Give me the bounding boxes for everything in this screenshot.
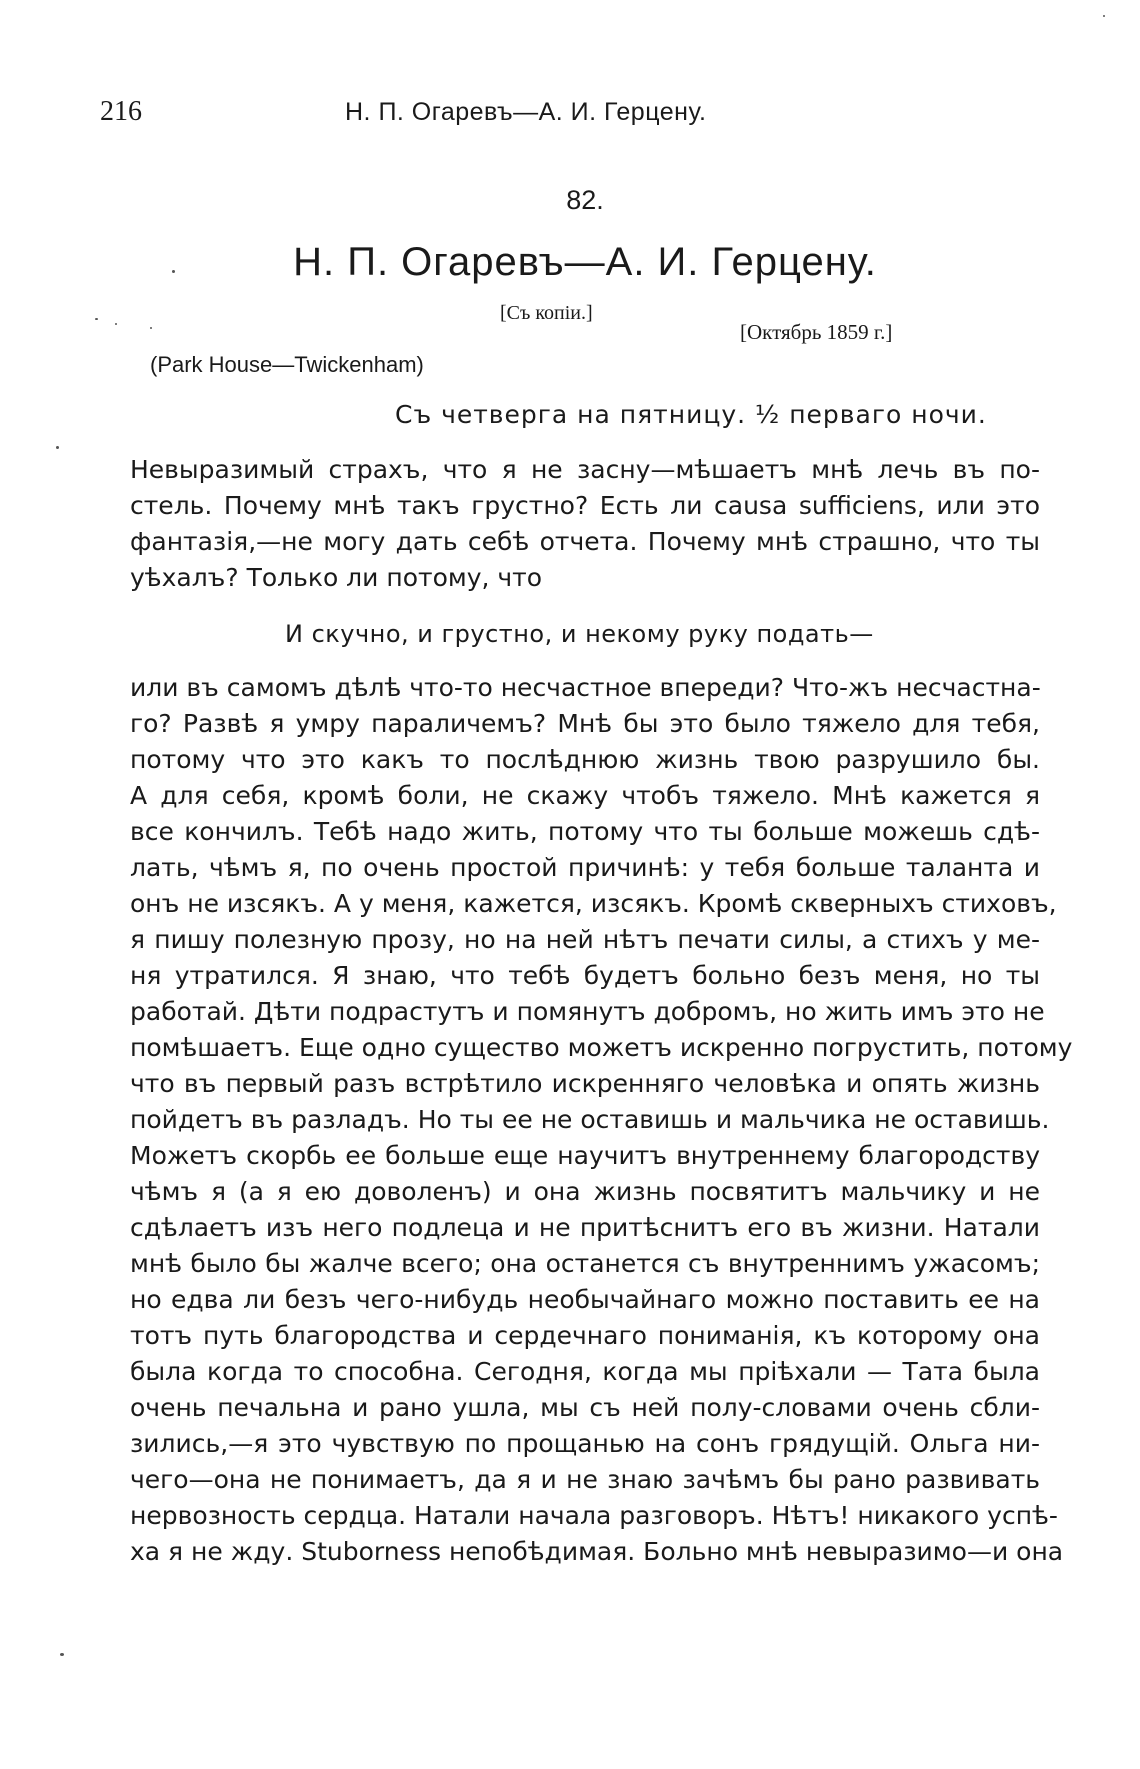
page-number: 216 — [100, 96, 142, 127]
body-line: работай. Дѣти подрастутъ и помянутъ добромъ, но жить имъ это не — [130, 997, 1045, 1026]
body-line: что въ первый разъ встрѣтило искренняго человѣка и опять жизнь — [130, 1069, 1040, 1098]
letter-number: 82. — [566, 185, 604, 215]
scan-speck — [115, 323, 117, 325]
body-line: фантазія,—не могу дать себѣ отчета. Почему мнѣ страшно, что ты — [130, 527, 1040, 556]
body-line: онъ не изсякъ. А у меня, кажется, изсякъ. Кромѣ скверныхъ стиховъ, — [130, 889, 1057, 918]
letter-title: Н. П. Огаревъ—А. И. Герцену. — [293, 240, 877, 284]
running-title: Н. П. Огаревъ—А. И. Герцену. — [345, 98, 707, 126]
body-line: помѣшаетъ. Еще одно существо можетъ искренно погрустить, потому — [130, 1033, 1073, 1062]
body-line: ня утратился. Я знаю, что тебѣ будетъ больно безъ меня, но ты — [130, 961, 1040, 990]
body-line: была когда то способна. Сегодня, когда мы пріѣхали — Тата была — [130, 1357, 1040, 1386]
body-line: зились,—я это чувствую по прощанью на сонъ грядущій. Ольга ни- — [130, 1429, 1040, 1458]
body-line: нервозность сердца. Натали начала разговоръ. Нѣтъ! никакого успѣ- — [130, 1501, 1058, 1530]
body-line: го? Развѣ я умру параличемъ? Мнѣ бы это было тяжело для тебя, — [130, 709, 1040, 738]
body-line: Невыразимый страхъ, что я не засну—мѣшаетъ мнѣ лечь въ по- — [130, 455, 1040, 484]
body-line: пойдетъ въ разладъ. Но ты ее не оставишь и мальчика не оставишь. — [130, 1105, 1050, 1134]
verse-quote: И скучно, и грустно, и некому руку подать— — [285, 620, 874, 648]
body-line: чѣмъ я (а я ею доволенъ) и она жизнь посвятитъ мальчику и не — [130, 1177, 1040, 1206]
body-line: или въ самомъ дѣлѣ что-то несчастное впереди? Что-жъ несчастна- — [130, 673, 1041, 702]
body-line: стель. Почему мнѣ такъ грустно? Есть ли causa sufficiens, или это — [130, 491, 1040, 520]
body-line: все кончилъ. Тебѣ надо жить, потому что ты больше можешь сдѣ- — [130, 817, 1040, 846]
running-head — [100, 96, 1040, 136]
body-line: уѣхалъ? Только ли потому, что — [130, 563, 543, 592]
body-line: я пишу полезную прозу, но на ней нѣтъ печати силы, а стихъ у ме- — [130, 925, 1040, 954]
body-line: мнѣ было бы жалче всего; она останется съ внутреннимъ ужасомъ; — [130, 1249, 1040, 1278]
scan-speck — [172, 270, 175, 273]
body-line: потому что это какъ то послѣднюю жизнь твою разрушило бы. — [130, 745, 1040, 774]
body-line: чего—она не понимаетъ, да я и не знаю зачѣмъ бы рано развивать — [130, 1465, 1040, 1494]
place-line: (Park House—Twickenham) — [150, 352, 424, 377]
scan-speck — [60, 1653, 64, 1656]
body-line: Можетъ скорбь ее больше еще научитъ внутреннему благородству — [130, 1141, 1040, 1170]
body-line: сдѣлаетъ изъ него подлеца и не притѣснитъ его въ жизни. Натали — [130, 1213, 1040, 1242]
date-note: [Октябрь 1859 г.] — [740, 320, 893, 344]
body-line: но едва ли безъ чего-нибудь необычайнаго можно поставить ее на — [130, 1285, 1040, 1314]
source-note: [Съ копіи.] — [500, 302, 593, 324]
scan-speck — [150, 327, 152, 329]
body-line: тотъ путь благородства и сердечнаго пониманія, къ которому она — [130, 1321, 1040, 1350]
scan-speck — [1103, 15, 1105, 17]
scan-speck — [95, 318, 98, 320]
body-line: А для себя, кромѣ боли, не скажу чтобъ тяжело. Мнѣ кажется я — [130, 781, 1040, 810]
body-line: очень печальна и рано ушла, мы съ ней полу-словами очень сбли- — [130, 1393, 1040, 1422]
time-line: Съ четверга на пятницу. ½ перваго ночи. — [395, 400, 987, 429]
body-line: лать, чѣмъ я, по очень простой причинѣ: у тебя больше таланта и — [130, 853, 1040, 882]
scan-speck — [56, 446, 59, 449]
body-line: ха я не жду. Stuborness непобѣдимая. Больно мнѣ невыразимо—и она — [130, 1537, 1064, 1566]
